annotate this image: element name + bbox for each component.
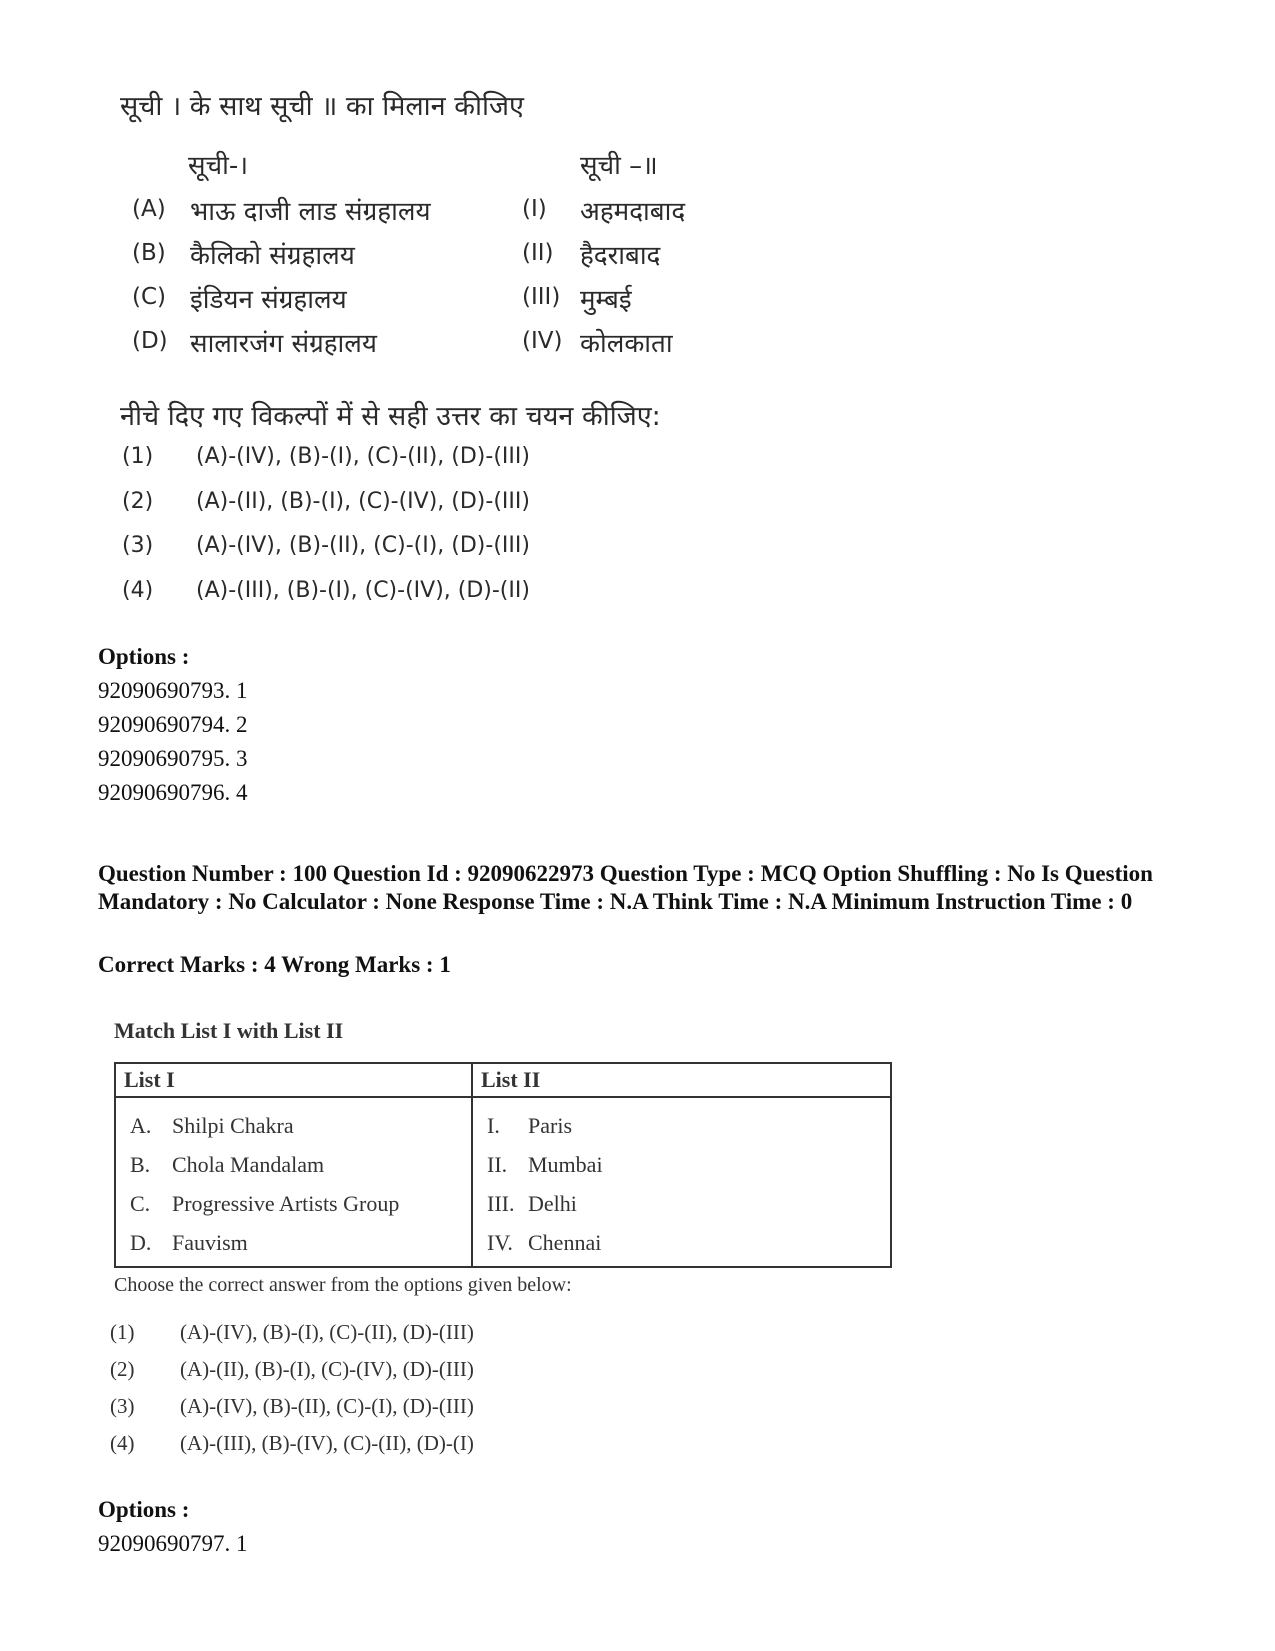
q1-answer-text: (A)-(III), (B)-(I), (C)-(IV), (D)-(II) xyxy=(196,578,530,603)
q2-answer-text: (A)-(III), (B)-(IV), (C)-(II), (D)-(I) xyxy=(180,1431,474,1455)
q2-answer-text: (A)-(IV), (B)-(II), (C)-(I), (D)-(III) xyxy=(180,1394,474,1418)
q1-answer-num: (3) xyxy=(122,533,154,558)
q2-row-d-match-label: IV. xyxy=(487,1230,513,1255)
q2-row-a-label: A. xyxy=(130,1113,152,1138)
q2-answer-num: (3) xyxy=(110,1394,135,1418)
q1-answer-text: (A)-(IV), (B)-(II), (C)-(I), (D)-(III) xyxy=(196,533,530,558)
q1-row-a-item: भाऊ दाजी लाड संग्रहालय xyxy=(190,197,431,227)
q1-row-b-item: कैलिको संग्रहालय xyxy=(190,241,355,271)
q2-marks: Correct Marks : 4 Wrong Marks : 1 xyxy=(98,952,451,977)
q1-option[interactable]: 92090690793. 1 xyxy=(98,678,248,703)
q1-answer-num: (4) xyxy=(122,578,154,603)
q2-options-title: Options : xyxy=(98,1497,190,1522)
q2-row-d-item: Fauvism xyxy=(172,1230,248,1255)
q2-row-c-label: C. xyxy=(130,1191,151,1216)
q2-meta: Question Number : 100 Question Id : 92090622973 Question Type : MCQ Option Shuffling : No Is Question Mandatory : No Calculator : None Response Time : N.A Think Time : N.A Minimum Instruction Time : 0 xyxy=(98,861,1153,914)
q2-answer-num: (4) xyxy=(110,1431,135,1455)
q1-list1-heading: सूची-। xyxy=(188,151,249,181)
q1-answer-num: (2) xyxy=(122,489,154,514)
q2-row-b-match: Mumbai xyxy=(528,1152,603,1177)
q1-instruction: सूची । के साथ सूची ॥ का मिलान कीजिए xyxy=(120,91,524,122)
q1-answer-num: (1) xyxy=(122,444,154,469)
q2-row-d-label: D. xyxy=(130,1230,152,1255)
q1-row-b-label: (B) xyxy=(132,240,166,266)
q1-option[interactable]: 92090690796. 4 xyxy=(98,780,248,805)
q2-answer-num: (2) xyxy=(110,1357,135,1381)
q1-row-c-item: इंडियन संग्रहालय xyxy=(190,285,347,315)
q1-row-a-match: अहमदाबाद xyxy=(580,197,686,227)
q2-row-b-match-label: II. xyxy=(487,1152,508,1177)
q2-answer-num: (1) xyxy=(110,1320,135,1344)
q1-answer-text: (A)-(IV), (B)-(I), (C)-(II), (D)-(III) xyxy=(196,444,530,469)
q2-row-a-match: Paris xyxy=(528,1113,572,1138)
q1-row-c-match: मुम्बई xyxy=(580,285,632,315)
q1-row-d-item: सालारजंग संग्रहालय xyxy=(190,329,377,359)
q2-row-d-match: Chennai xyxy=(528,1230,602,1255)
q2-row-b-label: B. xyxy=(130,1152,151,1177)
q1-row-d-label: (D) xyxy=(132,328,168,354)
q1-row-c-match-label: (III) xyxy=(522,284,561,310)
q1-row-d-match-label: (IV) xyxy=(522,328,563,354)
q1-answer-text: (A)-(II), (B)-(I), (C)-(IV), (D)-(III) xyxy=(196,489,530,514)
q2-row-c-match-label: III. xyxy=(487,1191,515,1216)
q2-row-a-match-label: I. xyxy=(487,1113,500,1138)
q1-list2-heading: सूची –॥ xyxy=(580,151,658,181)
q2-choose-prompt: Choose the correct answer from the options given below: xyxy=(114,1274,572,1296)
q1-options-title: Options : xyxy=(98,644,190,669)
q2-answer-text: (A)-(IV), (B)-(I), (C)-(II), (D)-(III) xyxy=(180,1320,474,1344)
q1-option[interactable]: 92090690794. 2 xyxy=(98,712,248,737)
q1-row-a-match-label: (I) xyxy=(522,196,547,222)
q2-table-divider xyxy=(471,1064,473,1266)
q1-row-d-match: कोलकाता xyxy=(580,329,673,359)
q2-option[interactable]: 92090690797. 1 xyxy=(98,1531,248,1556)
q1-row-b-match: हैदराबाद xyxy=(580,241,661,271)
q2-row-c-match: Delhi xyxy=(528,1191,577,1216)
q2-row-b-item: Chola Mandalam xyxy=(172,1152,325,1177)
q2-list2-heading: List II xyxy=(481,1067,541,1092)
q2-list1-heading: List I xyxy=(124,1067,175,1092)
q2-instruction: Match List I with List II xyxy=(114,1018,344,1043)
q2-row-a-item: Shilpi Chakra xyxy=(172,1113,294,1138)
q1-row-c-label: (C) xyxy=(132,284,167,310)
q1-row-b-match-label: (II) xyxy=(522,240,554,266)
q1-row-a-label: (A) xyxy=(132,196,166,222)
q2-answer-text: (A)-(II), (B)-(I), (C)-(IV), (D)-(III) xyxy=(180,1357,474,1381)
q1-choose-prompt: नीचे दिए गए विकल्पों में से सही उत्तर का चयन कीजिए: xyxy=(120,401,661,432)
q2-row-c-item: Progressive Artists Group xyxy=(172,1191,400,1216)
q1-option[interactable]: 92090690795. 3 xyxy=(98,746,248,771)
